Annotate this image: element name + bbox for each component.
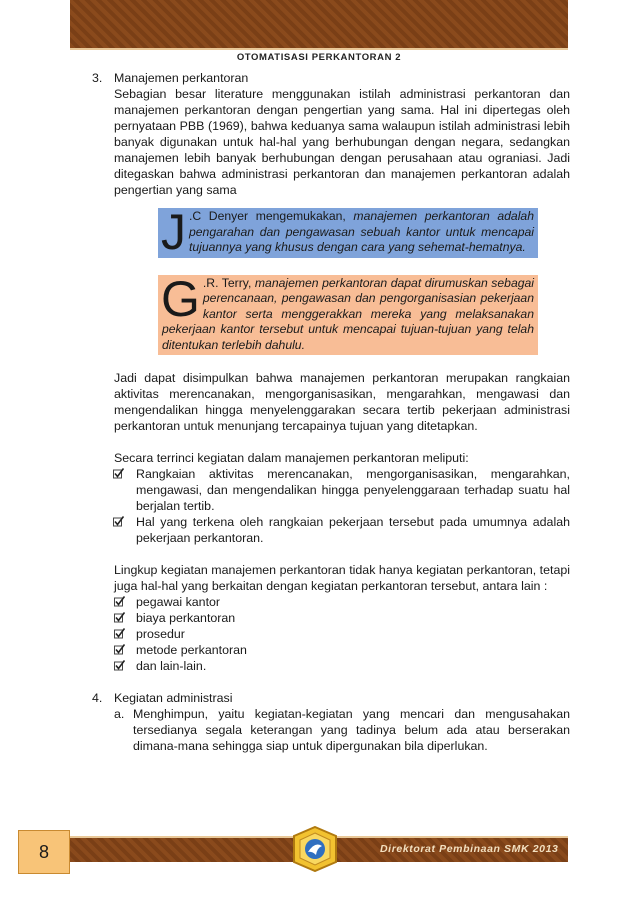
checkbox-check-icon <box>114 596 125 607</box>
dropcap-letter: J <box>161 204 186 260</box>
checklist-item <box>92 514 570 546</box>
checkbox-check-icon <box>114 628 125 639</box>
checkbox-check-icon <box>114 660 125 671</box>
section-number: 3. <box>92 71 103 85</box>
admin-activity-list <box>92 706 570 754</box>
checklist-item <box>114 626 570 642</box>
checklist-text: Hal yang terkena oleh rangkaian pekerjaan tersebut pada umumnya adalah pekerjaan perkantoran. <box>136 515 570 545</box>
quote-terry <box>158 270 538 356</box>
checklist-text: Rangkaian aktivitas merencanakan, mengorganisasikan, mengarahkan, mengawasi, dan mengendalikan hingga penyelenggaraan terhadap suatu hal berjalan tertib. <box>136 467 570 513</box>
item-text: Menghimpun, yaitu kegiatan-kegiatan yang mencari dan mengusahakan tersedianya segala keterangan yang tadinya belum ada atau berserakan dimana-mana sehingga siap untuk dipergunakan bila diperlukan. <box>133 707 570 753</box>
quote-text: manajemen perkantoran adalah pengarahan dan pengawasan sebuah kantor untuk mencapai tujuannya yang khusus dengan cara yang sehemat-hematnya. <box>189 209 534 254</box>
smk-logo-icon <box>290 826 340 872</box>
scope-list <box>92 594 570 674</box>
item-letter: a. <box>114 707 125 721</box>
page-content <box>92 70 570 754</box>
conclusion-paragraph: Jadi dapat disimpulkan bahwa manajemen perkantoran merupakan rangkaian aktivitas merencanakan, mengorganisasikan, mengarahkan, mengawasi dan mengendalikan hingga menyelenggarakan secara tertib pekerjaan administrasi perkantoran untuk menunjang tercapainya tujuan yang ditetapkan. <box>114 371 570 433</box>
quote-denyer <box>158 204 538 260</box>
checkbox-check-icon <box>114 644 125 655</box>
checklist-item <box>114 610 570 626</box>
checklist-text: dan lain-lain. <box>136 659 207 673</box>
checklist-text: prosedur <box>136 627 185 641</box>
checklist-item <box>92 466 570 514</box>
section-title: Manajemen perkantoran <box>114 71 249 85</box>
checklist-text: metode perkantoran <box>136 643 247 657</box>
checklist-item <box>114 658 570 674</box>
quote-lead: .R. Terry, <box>202 275 255 290</box>
checklist-item <box>114 642 570 658</box>
scope-intro: Lingkup kegiatan manajemen perkantoran tidak hanya kegiatan perkantoran, tetapi juga hal-hal yang berkaitan dengan kegiatan perkantoran tersebut, antara lain : <box>114 563 570 593</box>
checklist-text: pegawai kantor <box>136 595 221 609</box>
running-header: OTOMATISASI PERKANTORAN 2 <box>236 52 402 63</box>
section-3-heading <box>92 70 570 86</box>
section-number: 4. <box>92 691 103 705</box>
footer-publisher: Direktorat Pembinaan SMK 2013 <box>380 843 559 855</box>
quote-lead: .C Denyer mengemukakan, <box>189 209 354 223</box>
checklist-item <box>114 594 570 610</box>
page-number: 8 <box>18 830 70 874</box>
quote-text: manajemen perkantoran dapat dirumuskan sebagai perencanaan, pengawasan dan pengorganisasian pekerjaan kantor serta menggerakkan mereka yang melaksanakan pekerjaan kantor tersebut untuk mencapai tujuan-tujuan yang telah ditentukan terlebih dahulu. <box>162 275 534 352</box>
intro-paragraph: Sebagian besar literature menggunakan istilah administrasi perkantoran dan manajemen perkantoran dengan pengertian yang sama. Hal ini dipertegas oleh pernyataan PBB (1969), bahwa keduanya sama walaupun istilah administrasi lebih banyak digunakan untuk hal-hal yang berhubungan dengan negara, sedangkan manajemen lebih banyak berhubungan dengan perusahaan atau ograniasi. Jadi ditegaskan bahwa administrasi perkantoran dan manajemen perkantoran adalah pengertian yang sama <box>114 87 570 197</box>
section-4-heading <box>92 690 570 706</box>
dropcap-letter: G <box>161 270 200 327</box>
header-rule <box>70 48 568 50</box>
header-band <box>70 0 568 48</box>
admin-activity-item <box>114 706 570 754</box>
detail-intro: Secara terrinci kegiatan dalam manajemen perkantoran meliputi: <box>114 451 469 465</box>
checklist-text: biaya perkantoran <box>136 611 236 625</box>
checkbox-check-icon <box>113 516 124 527</box>
section-title: Kegiatan administrasi <box>114 691 233 705</box>
detail-list <box>92 466 570 546</box>
checkbox-check-icon <box>113 468 124 479</box>
checkbox-check-icon <box>114 612 125 623</box>
